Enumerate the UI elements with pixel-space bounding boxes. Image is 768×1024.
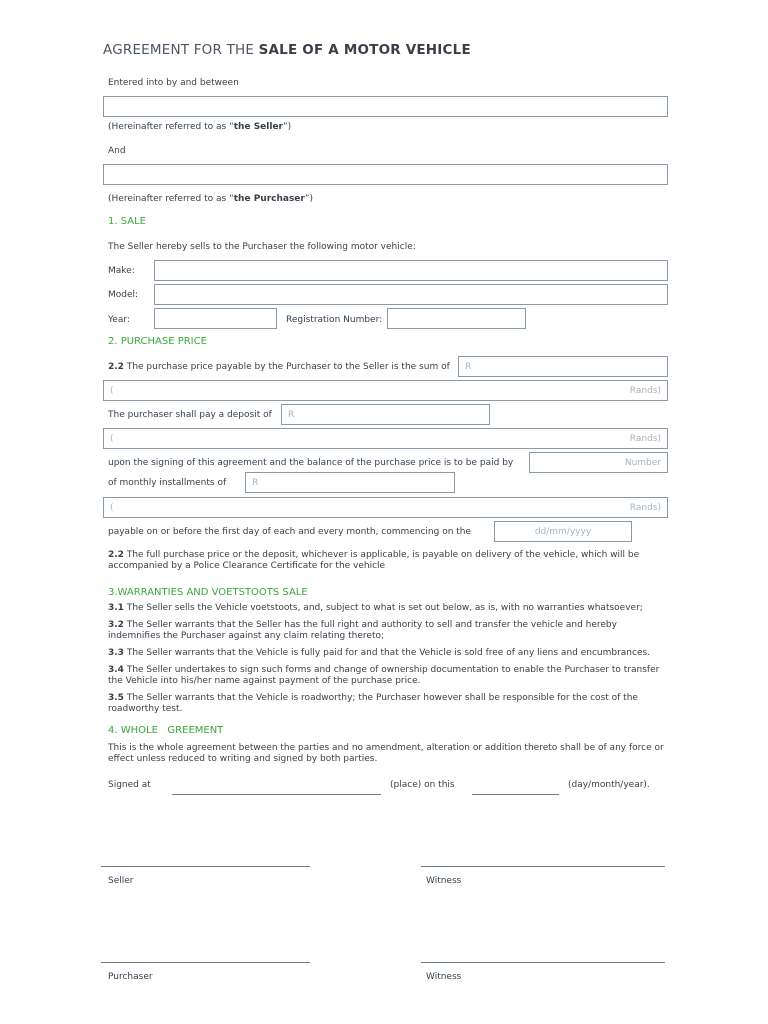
make-label: Make: [108, 266, 135, 276]
full-price-clause: 2.2 The full purchase price or the deposit, whichever is applicable, is payable on delivery of the vehicle, which will be accompanied by a Police Clearance Certificate for the vehicle [108, 550, 640, 571]
installment-words-field[interactable]: ( Rands) [103, 497, 668, 518]
and-label: And [108, 146, 126, 156]
year-label: Year: [108, 315, 130, 325]
purchaser-reference: (Hereinafter referred to as “the Purchaser”) [108, 194, 314, 204]
purchaser-signature-line[interactable] [101, 962, 310, 963]
seller-reference: (Hereinafter referred to as “the Seller”) [108, 122, 292, 132]
witness1-signature-line[interactable] [421, 866, 665, 867]
installments-label: of monthly installments of [108, 478, 227, 488]
deposit-amount-field[interactable]: R [281, 404, 490, 425]
whole-agreement-heading: 4. WHOLE GREEMENT [108, 725, 224, 736]
signed-date-line[interactable] [472, 794, 559, 795]
whole-agreement-text: This is the whole agreement between the parties and no amendment, alteration or addition thereto shall be of any force or effect unless reduced to writing and signed by both parties. [108, 743, 664, 764]
deposit-words-field[interactable]: ( Rands) [103, 428, 668, 449]
price-sum-text: 2.2 The purchase price payable by the Purchaser to the Seller is the sum of [108, 362, 450, 372]
registration-field[interactable] [387, 308, 526, 329]
seller-name-field[interactable] [103, 96, 668, 117]
balance-text: upon the signing of this agreement and the balance of the purchase price is to be paid by [108, 458, 514, 468]
make-field[interactable] [154, 260, 668, 281]
price-heading: 2. PURCHASE PRICE [108, 336, 207, 347]
price-words-field[interactable]: ( Rands) [103, 380, 668, 401]
price-amount-field[interactable]: R [458, 356, 668, 377]
warranties-heading: 3.WARRANTIES AND VOETSTOOTS SALE [108, 587, 308, 598]
signed-at-label: Signed at [108, 780, 151, 790]
installment-amount-field[interactable]: R [245, 472, 455, 493]
warranty-clause: 3.2 The Seller warrants that the Seller has the full right and authority to sell and transfer the vehicle and hereby indemnifies the Purchaser against any claim relating thereto; [108, 620, 617, 641]
witness2-signature-line[interactable] [421, 962, 665, 963]
model-field[interactable] [154, 284, 668, 305]
seller-signature-line[interactable] [101, 866, 310, 867]
witness1-signature-label: Witness [426, 876, 462, 886]
year-field[interactable] [154, 308, 277, 329]
warranty-clause: 3.1 The Seller sells the Vehicle voetstoots, and, subject to what is set out below, as is, with no warranties whatsoever; [108, 603, 643, 613]
place-label: (place) on this [390, 780, 455, 790]
entered-label: Entered into by and between [108, 78, 239, 88]
purchaser-name-field[interactable] [103, 164, 668, 185]
seller-signature-label: Seller [108, 876, 134, 886]
purchaser-signature-label: Purchaser [108, 972, 153, 982]
page-title: AGREEMENT FOR THE SALE OF A MOTOR VEHICLE [103, 42, 471, 58]
warranty-clause: 3.5 The Seller warrants that the Vehicle is roadworthy; the Purchaser however shall be responsible for the cost of the roadworthy test. [108, 693, 638, 714]
registration-label: Registration Number: [286, 315, 383, 325]
sale-heading: 1. SALE [108, 216, 146, 227]
model-label: Model: [108, 290, 139, 300]
warranty-clause: 3.4 The Seller undertakes to sign such forms and change of ownership documentation to enable the Purchaser to transfer the Vehicle into his/her name against payment of the purchase price. [108, 665, 660, 686]
installments-number-field[interactable]: Number [529, 452, 668, 473]
commencement-date-field[interactable]: dd/mm/yyyy [494, 521, 632, 542]
deposit-label: The purchaser shall pay a deposit of [108, 410, 272, 420]
date-format-label: (day/month/year). [568, 780, 650, 790]
warranty-clause: 3.3 The Seller warrants that the Vehicle is fully paid for and that the Vehicle is sold free of any liens and encumbrances. [108, 648, 651, 658]
signed-place-line[interactable] [172, 794, 381, 795]
payable-text: payable on or before the first day of each and every month, commencing on the [108, 527, 472, 537]
sale-text: The Seller hereby sells to the Purchaser the following motor vehicle: [108, 242, 416, 252]
witness2-signature-label: Witness [426, 972, 462, 982]
